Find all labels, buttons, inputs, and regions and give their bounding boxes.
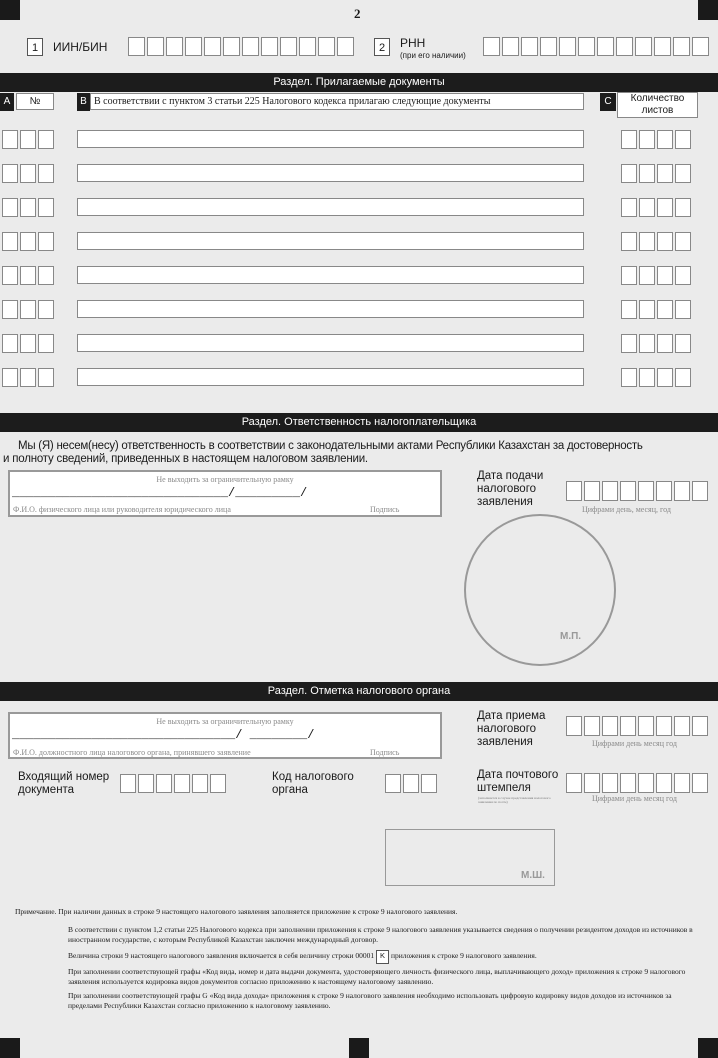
rnn-digit-cell[interactable] [635, 37, 652, 56]
note-paragraph-3: При заполнении соответствующей графы «Код вида, номер и дата выдачи документа, удостоверяющего личность физического лица, выплачивающего доход» приложения к строке 9 налогового заявления используется кодировка видов документов согласно приложению к настоящему налоговому заявлению. [68, 967, 686, 986]
section-tax-authority-title: Раздел. Отметка налогового органа [0, 682, 718, 701]
taxpayer-signature-box[interactable] [8, 470, 442, 517]
iin-bin-digit-cell[interactable] [261, 37, 278, 56]
note-paragraph-4: При заполнении соответствующей графы G «Код вида дохода» приложения к строке 9 налогового заявления необходимо использовать цифровую кодировку видов доходов из источников за пределами Республики Казахстан согласно приложению к налоговому заявлению. [68, 991, 672, 1010]
note-p2-before: Величина строки 9 настоящего налогового заявления включается в себя величину строки 00001 [68, 951, 375, 960]
document-name-field[interactable] [77, 266, 584, 284]
number-digit-cell[interactable] [20, 232, 36, 251]
number-digit-cell[interactable] [20, 164, 36, 183]
sheet-count-digit-cell[interactable] [639, 164, 655, 183]
document-row-number-cells[interactable] [2, 232, 54, 251]
document-row-number-cells[interactable] [2, 164, 54, 183]
sheet-count-cells[interactable] [621, 300, 691, 319]
incoming-number-label: Входящий номер документа [18, 771, 110, 796]
registration-mark-bottom-left [0, 1038, 20, 1058]
note-p2-box: K [376, 950, 389, 964]
submission-date-digit-cell[interactable] [656, 481, 672, 501]
sheet-count-cells[interactable] [621, 130, 691, 149]
document-name-field[interactable] [77, 198, 584, 216]
document-row-number-cells[interactable] [2, 266, 54, 285]
sheet-count-digit-cell[interactable] [621, 368, 637, 387]
sheet-count-digit-cell[interactable] [657, 130, 673, 149]
sheet-count-digit-cell[interactable] [621, 266, 637, 285]
incoming-number-digit-cell[interactable] [192, 774, 208, 793]
sheet-count-cells[interactable] [621, 198, 691, 217]
postmark-date-digit-cell[interactable] [692, 773, 708, 793]
number-digit-cell[interactable] [38, 232, 54, 251]
number-digit-cell[interactable] [38, 266, 54, 285]
note-p2-after: приложения к строке 9 налогового заявления. [390, 951, 537, 960]
section-responsibility-title: Раздел. Ответственность налогоплательщика [0, 413, 718, 432]
rnn-digit-cell[interactable] [673, 37, 690, 56]
page-number: 2 [354, 6, 361, 21]
sheet-count-digit-cell[interactable] [675, 266, 691, 285]
number-digit-cell[interactable] [20, 266, 36, 285]
sheet-count-digit-cell[interactable] [657, 266, 673, 285]
postmark-date-cells[interactable] [566, 773, 708, 793]
postmark-date-label: Дата почтового штемпеля [477, 769, 559, 794]
sheet-count-digit-cell[interactable] [639, 334, 655, 353]
reception-date-digit-cell[interactable] [638, 716, 654, 736]
registration-mark-top-right [698, 0, 718, 20]
sheet-count-cells[interactable] [621, 164, 691, 183]
number-digit-cell[interactable] [2, 232, 18, 251]
reception-date-digit-cell[interactable] [674, 716, 690, 736]
sheet-count-digit-cell[interactable] [675, 300, 691, 319]
incoming-number-digit-cell[interactable] [174, 774, 190, 793]
sheet-count-cells[interactable] [621, 334, 691, 353]
sheet-count-digit-cell[interactable] [621, 198, 637, 217]
incoming-number-digit-cell[interactable] [138, 774, 154, 793]
incoming-number-cells[interactable] [120, 774, 226, 793]
sheet-count-digit-cell[interactable] [639, 300, 655, 319]
document-name-field[interactable] [77, 300, 584, 318]
sheet-count-cells[interactable] [621, 368, 691, 387]
number-digit-cell[interactable] [2, 198, 18, 217]
sheet-count-cells[interactable] [621, 232, 691, 251]
iin-bin-digit-cell[interactable] [280, 37, 297, 56]
sheet-count-digit-cell[interactable] [657, 232, 673, 251]
sheet-count-digit-cell[interactable] [657, 334, 673, 353]
sheet-count-digit-cell[interactable] [639, 368, 655, 387]
number-digit-cell[interactable] [2, 368, 18, 387]
reception-date-caption: Цифрами день месяц год [592, 739, 677, 748]
number-digit-cell[interactable] [2, 164, 18, 183]
document-row-number-cells[interactable] [2, 300, 54, 319]
note-paragraph-1: В соответствии с пунктом 1,2 статьи 225 Налогового кодекса при заполнении приложения к строке 9 налогового заявления указывается сведения о получении резидентом доходов из источников в иностранном государстве, с которым Республикой Казахстан заключен международный договор. [68, 925, 693, 944]
number-digit-cell[interactable] [2, 266, 18, 285]
postmark-date-digit-cell[interactable] [584, 773, 600, 793]
sheet-count-digit-cell[interactable] [639, 232, 655, 251]
number-digit-cell[interactable] [20, 334, 36, 353]
number-digit-cell[interactable] [38, 300, 54, 319]
reception-date-label: Дата приема налогового заявления [477, 710, 546, 748]
number-digit-cell[interactable] [38, 130, 54, 149]
sheet-count-digit-cell[interactable] [639, 266, 655, 285]
submission-date-cells[interactable] [566, 481, 708, 501]
tax-authority-code-label: Код налогового органа [272, 771, 354, 796]
reception-date-digit-cell[interactable] [566, 716, 582, 736]
postmark-date-digit-cell[interactable] [566, 773, 582, 793]
sheet-count-cells[interactable] [621, 266, 691, 285]
number-digit-cell[interactable] [20, 198, 36, 217]
sheet-count-digit-cell[interactable] [621, 164, 637, 183]
postmark-date-digit-cell[interactable] [656, 773, 672, 793]
rnn-digit-cell[interactable] [559, 37, 576, 56]
iin-bin-digit-cell[interactable] [318, 37, 335, 56]
fio-sign-line: ______________________________/_________/ [12, 486, 308, 500]
number-digit-cell[interactable] [20, 130, 36, 149]
field-number-2: 2 [374, 38, 390, 56]
number-digit-cell[interactable] [38, 164, 54, 183]
fio-caption: Ф.И.О. физического лица или руководителя юридического лица [13, 505, 231, 514]
document-name-field[interactable] [77, 130, 584, 148]
submission-date-digit-cell[interactable] [584, 481, 600, 501]
column-a-header: № [16, 93, 54, 110]
number-digit-cell[interactable] [38, 368, 54, 387]
rnn-digit-cell[interactable] [616, 37, 633, 56]
sheet-count-digit-cell[interactable] [639, 130, 655, 149]
tax-stamp-box [385, 829, 555, 886]
document-row-number-cells[interactable] [2, 130, 54, 149]
registration-mark-bottom-center [349, 1038, 369, 1058]
sheet-count-digit-cell[interactable] [621, 130, 637, 149]
submission-date-digit-cell[interactable] [692, 481, 708, 501]
number-digit-cell[interactable] [38, 334, 54, 353]
postmark-date-caption: Цифрами день месяц год [592, 794, 677, 803]
column-b-header: В соответствии с пунктом 3 статьи 225 Налогового кодекса прилагаю следующие документы [90, 93, 584, 110]
reception-date-digit-cell[interactable] [584, 716, 600, 736]
submission-date-label: Дата подачи налогового заявления [477, 470, 544, 508]
rnn-sublabel: (при его наличии) [400, 51, 466, 60]
rnn-digit-cell[interactable] [692, 37, 709, 56]
sheet-count-digit-cell[interactable] [639, 198, 655, 217]
tax-authority-code-digit-cell[interactable] [421, 774, 437, 793]
tax-authority-code-cells[interactable] [385, 774, 437, 793]
postmark-date-digit-cell[interactable] [620, 773, 636, 793]
submission-date-digit-cell[interactable] [602, 481, 618, 501]
boundary-note-officer: Не выходить за ограничительную рамку [156, 717, 294, 726]
tax-stamp-label: М.Ш. [521, 870, 545, 881]
sheet-count-digit-cell[interactable] [657, 300, 673, 319]
postmark-date-digit-cell[interactable] [602, 773, 618, 793]
sheet-count-digit-cell[interactable] [675, 232, 691, 251]
number-digit-cell[interactable] [2, 130, 18, 149]
iin-bin-digit-cell[interactable] [242, 37, 259, 56]
reception-date-digit-cell[interactable] [656, 716, 672, 736]
reception-date-cells[interactable] [566, 716, 708, 736]
rnn-digit-cell[interactable] [597, 37, 614, 56]
note-paragraph-2 [68, 950, 696, 964]
iin-bin-digit-cell[interactable] [185, 37, 202, 56]
boundary-note: Не выходить за ограничительную рамку [156, 475, 294, 484]
submission-date-digit-cell[interactable] [566, 481, 582, 501]
number-digit-cell[interactable] [38, 198, 54, 217]
officer-fio-caption: Ф.И.О. должностного лица налогового органа, принявшего заявление [13, 748, 251, 757]
iin-bin-digit-cell[interactable] [299, 37, 316, 56]
postmark-date-digit-cell[interactable] [638, 773, 654, 793]
reception-date-digit-cell[interactable] [620, 716, 636, 736]
sheet-count-digit-cell[interactable] [675, 368, 691, 387]
reception-date-digit-cell[interactable] [602, 716, 618, 736]
incoming-number-digit-cell[interactable] [120, 774, 136, 793]
sheet-count-digit-cell[interactable] [621, 334, 637, 353]
iin-bin-label: ИИН/БИН [53, 40, 108, 54]
sheet-count-digit-cell[interactable] [657, 368, 673, 387]
rnn-digit-cell[interactable] [502, 37, 519, 56]
rnn-digit-cell[interactable] [521, 37, 538, 56]
sheet-count-digit-cell[interactable] [675, 130, 691, 149]
officer-signature-box[interactable] [8, 712, 442, 759]
iin-bin-digit-cell[interactable] [223, 37, 240, 56]
registration-mark-top-left [0, 0, 20, 20]
field-number-1: 1 [27, 38, 43, 56]
postmark-date-sublabel: (заполняется в случае представления налогового заявления по почте) [478, 796, 551, 804]
rnn-digit-cell[interactable] [654, 37, 671, 56]
note-intro: Примечание. При наличии данных в строке 9 настоящего налогового заявления заполняется приложение к строке 9 налогового заявления. [15, 907, 458, 916]
reception-date-digit-cell[interactable] [692, 716, 708, 736]
tax-authority-code-digit-cell[interactable] [385, 774, 401, 793]
column-b-marker: B [77, 93, 90, 111]
sign-caption: Подпись [370, 505, 400, 514]
postmark-date-digit-cell[interactable] [674, 773, 690, 793]
iin-bin-digit-cell[interactable] [128, 37, 145, 56]
submission-date-digit-cell[interactable] [674, 481, 690, 501]
submission-date-caption: Цифрами день, месяц, год [582, 505, 671, 514]
rnn-cells[interactable] [483, 37, 709, 56]
iin-bin-digit-cell[interactable] [147, 37, 164, 56]
document-row-number-cells[interactable] [2, 334, 54, 353]
sheet-count-digit-cell[interactable] [657, 198, 673, 217]
number-digit-cell[interactable] [20, 368, 36, 387]
tax-authority-code-digit-cell[interactable] [403, 774, 419, 793]
submission-date-digit-cell[interactable] [620, 481, 636, 501]
registration-mark-bottom-right [698, 1038, 718, 1058]
document-row-number-cells[interactable] [2, 368, 54, 387]
seal-label: М.П. [560, 631, 582, 642]
number-digit-cell[interactable] [2, 300, 18, 319]
iin-bin-digit-cell[interactable] [166, 37, 183, 56]
iin-bin-cells[interactable] [128, 37, 354, 56]
officer-sign-caption: Подпись [370, 748, 400, 757]
rnn-label: РНН [400, 36, 426, 50]
rnn-digit-cell[interactable] [578, 37, 595, 56]
officer-sign-line: _______________________________/ ________/ [12, 728, 315, 742]
iin-bin-digit-cell[interactable] [337, 37, 354, 56]
document-name-field[interactable] [77, 368, 584, 386]
sheet-count-digit-cell[interactable] [621, 300, 637, 319]
incoming-number-digit-cell[interactable] [210, 774, 226, 793]
sheet-count-digit-cell[interactable] [621, 232, 637, 251]
sheet-count-digit-cell[interactable] [675, 198, 691, 217]
number-digit-cell[interactable] [2, 334, 18, 353]
rnn-digit-cell[interactable] [540, 37, 557, 56]
incoming-number-digit-cell[interactable] [156, 774, 172, 793]
rnn-digit-cell[interactable] [483, 37, 500, 56]
sheet-count-digit-cell[interactable] [675, 164, 691, 183]
responsibility-statement-line2: и полноту сведений, приведенных в настоящем налоговом заявлении. [3, 453, 368, 465]
sheet-count-digit-cell[interactable] [657, 164, 673, 183]
column-a-marker: A [0, 93, 14, 111]
section-attached-documents-title: Раздел. Прилагаемые документы [0, 73, 718, 92]
document-name-field[interactable] [77, 164, 584, 182]
document-row-number-cells[interactable] [2, 198, 54, 217]
submission-date-digit-cell[interactable] [638, 481, 654, 501]
document-name-field[interactable] [77, 334, 584, 352]
responsibility-statement-line1: Мы (Я) несем(несу) ответственность в соответствии с законодательными актами Республики Казахстан за достоверность [18, 440, 643, 452]
seal-circle [462, 514, 618, 666]
document-name-field[interactable] [77, 232, 584, 250]
iin-bin-digit-cell[interactable] [204, 37, 221, 56]
sheet-count-digit-cell[interactable] [675, 334, 691, 353]
number-digit-cell[interactable] [20, 300, 36, 319]
column-c-header: Количество листов [617, 92, 698, 118]
column-c-marker: C [600, 93, 616, 111]
